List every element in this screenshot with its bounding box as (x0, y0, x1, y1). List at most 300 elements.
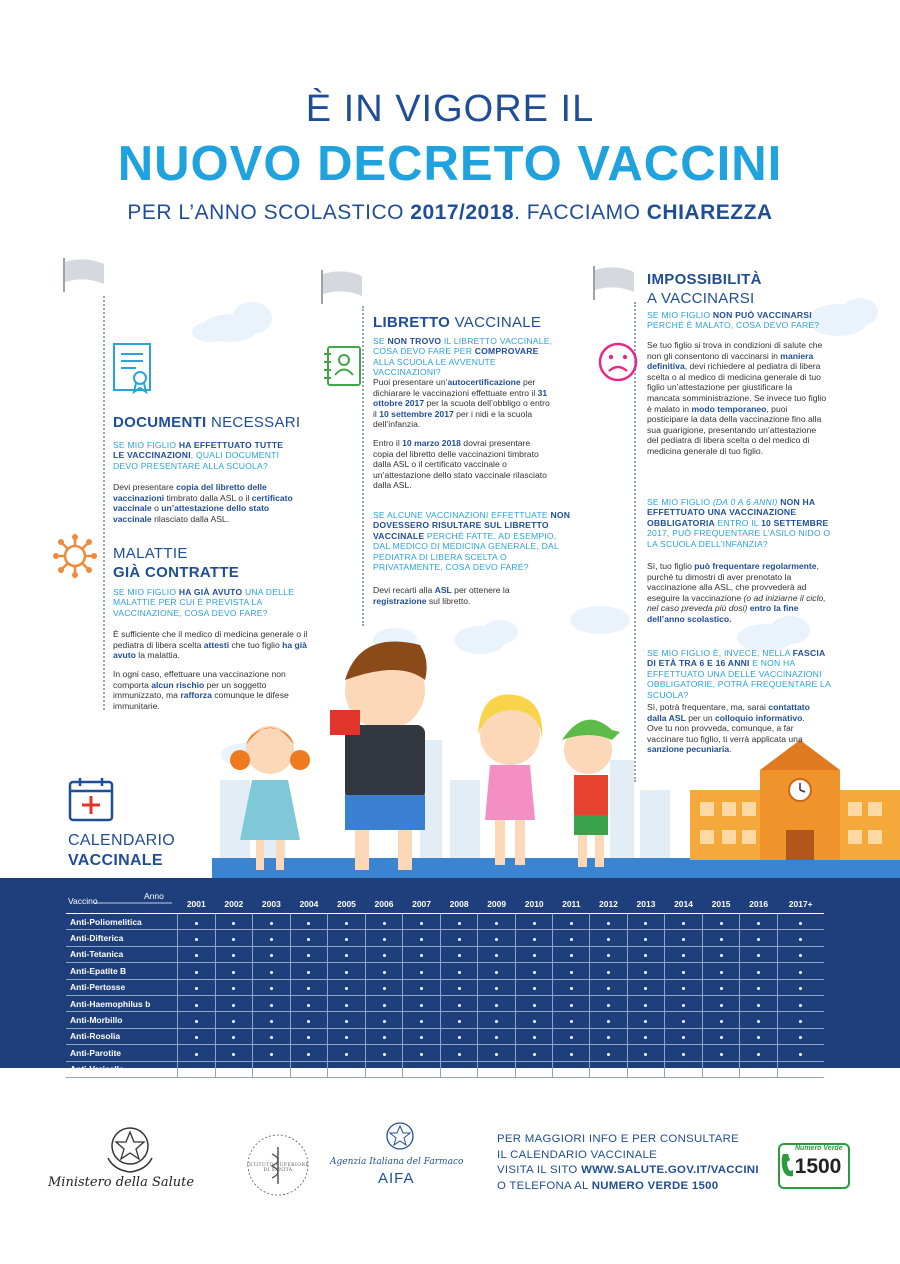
column-rail (103, 296, 105, 710)
mandatory-dot (720, 1053, 723, 1056)
mandatory-dot (757, 987, 760, 990)
calendar-cell (440, 1028, 478, 1044)
calendar-cell (478, 946, 516, 962)
calendar-cell (328, 1045, 366, 1061)
calendar-cell (253, 1012, 291, 1028)
mandatory-dot (383, 1004, 386, 1007)
mandatory-dot (757, 938, 760, 941)
mandatory-dot (383, 938, 386, 941)
mandatory-dot (270, 987, 273, 990)
calendar-cell (178, 1061, 216, 1077)
calendar-cell (215, 1012, 253, 1028)
mandatory-dot (270, 971, 273, 974)
calendar-cell (590, 963, 628, 979)
calendar-cell (328, 914, 366, 930)
mandatory-dot (495, 1004, 498, 1007)
mandatory-dot (607, 1036, 610, 1039)
mandatory-dot (383, 1020, 386, 1023)
calendar-cell (440, 930, 478, 946)
aifa-emblem-icon (384, 1120, 416, 1156)
mandatory-dot (458, 1020, 461, 1023)
calendar-cell (215, 995, 253, 1011)
calendar-cell (328, 930, 366, 946)
calendar-cell (365, 1012, 403, 1028)
calendar-cell (253, 995, 291, 1011)
mandatory-dot (720, 971, 723, 974)
calendar-cell (253, 963, 291, 979)
mandatory-dot (195, 987, 198, 990)
calendar-cell (665, 995, 703, 1011)
calendar-cell (553, 1028, 590, 1044)
mandatory-dot (232, 938, 235, 941)
calendar-cell (515, 1028, 553, 1044)
calendar-cell (553, 1012, 590, 1028)
calendar-cell (553, 963, 590, 979)
flag-icon (590, 266, 638, 300)
calendar-cell (478, 914, 516, 930)
calendar-cell (590, 995, 628, 1011)
mandatory-dot (757, 1004, 760, 1007)
calendar-cell (777, 930, 824, 946)
mandatory-dot (345, 987, 348, 990)
year-header: 2012 (590, 895, 628, 914)
calendar-cell (553, 930, 590, 946)
mandatory-dot (458, 971, 461, 974)
mandatory-dot (195, 938, 198, 941)
year-header: 2008 (440, 895, 478, 914)
mandatory-dot (232, 954, 235, 957)
calendar-table (66, 891, 824, 1078)
calendar-cell (328, 979, 366, 995)
table-row (66, 930, 824, 946)
calendar-cell (290, 979, 328, 995)
libretto-question-2: SE ALCUNE VACCINAZIONI EFFETTUATE NON DOVESSERO RISULTARE SUL LIBRETTO VACCINALE PERCHÉ FATTE, AD ESEMPIO, DAL MEDICO DI MEDICINA GENERALE, DAL PEDIATRA DI LIBERA SCELTA O PRIVATAMENTE, COSA DEVO FARE? (373, 510, 571, 573)
calendar-cell (178, 995, 216, 1011)
mandatory-dot (757, 1020, 760, 1023)
calendar-cell (627, 946, 665, 962)
calendar-cell (777, 963, 824, 979)
calendar-cell (478, 963, 516, 979)
vaccine-name: Anti-Haemophilus b (66, 995, 178, 1011)
calendar-cell (553, 1061, 590, 1077)
mandatory-dot (345, 938, 348, 941)
year-header: 2013 (627, 895, 665, 914)
logo-iss: ISTITUTO SUPERIORE DI SANITÀ (246, 1163, 310, 1173)
calendar-cell (403, 930, 441, 946)
mandatory-dot (195, 1020, 198, 1023)
calendar-cell (440, 1045, 478, 1061)
vaccine-name: Anti-Pertosse (66, 979, 178, 995)
mandatory-dot (458, 938, 461, 941)
calendar-cell (215, 963, 253, 979)
calendar-cell (665, 914, 703, 930)
mandatory-dot (644, 971, 647, 974)
calendar-cell (403, 1045, 441, 1061)
calendar-cell (215, 1028, 253, 1044)
calendar-cell (553, 1045, 590, 1061)
vaccine-name: Anti-Morbillo (66, 1012, 178, 1028)
calendar-cell (365, 1061, 403, 1077)
calendar-cell (290, 946, 328, 962)
calendar-cell (665, 1045, 703, 1061)
mandatory-dot (495, 922, 498, 925)
calendar-cell (590, 946, 628, 962)
vaccine-name: Anti-Rosolia (66, 1028, 178, 1044)
calendar-cell (702, 930, 740, 946)
mandatory-dot (607, 1053, 610, 1056)
calendar-cell (403, 963, 441, 979)
malattie-answer-1: È sufficiente che il medico di medicina generale o il pediatra di libera scelta attesti che tuo figlio ha già avuto la malattia. (113, 629, 308, 661)
mandatory-dot (720, 1036, 723, 1039)
calendar-cell (515, 1045, 553, 1061)
mandatory-dot (720, 922, 723, 925)
col-vaccino-label: Vaccino (68, 896, 98, 906)
calendar-cell (553, 914, 590, 930)
calendar-cell (590, 1045, 628, 1061)
mandatory-dot (495, 987, 498, 990)
calendar-cell (365, 946, 403, 962)
calendar-header-row (66, 895, 824, 914)
mandatory-dot (270, 954, 273, 957)
calendar-cell (253, 930, 291, 946)
calendar-cell (478, 995, 516, 1011)
vaccine-name: Anti-Epatite B (66, 963, 178, 979)
calendar-cell (665, 1061, 703, 1077)
mandatory-dot (799, 954, 802, 957)
calendar-cell (290, 930, 328, 946)
mandatory-dot (307, 938, 310, 941)
mandatory-dot (644, 938, 647, 941)
calendar-cell (478, 979, 516, 995)
mandatory-dot (345, 971, 348, 974)
mandatory-dot (345, 1036, 348, 1039)
mandatory-dot (345, 1004, 348, 1007)
table-row (66, 946, 824, 962)
calendar-icon (68, 776, 116, 822)
mandatory-dot (420, 1036, 423, 1039)
table-row (66, 1012, 824, 1028)
mandatory-dot (345, 922, 348, 925)
mandatory-dot (420, 938, 423, 941)
table-row (66, 1028, 824, 1044)
calendar-cell (253, 914, 291, 930)
mandatory-dot (533, 1004, 536, 1007)
calendar-cell (515, 979, 553, 995)
calendar-cell (440, 995, 478, 1011)
mandatory-dot (383, 922, 386, 925)
calendar-cell (515, 995, 553, 1011)
calendar-cell (590, 1012, 628, 1028)
calendar-cell (328, 963, 366, 979)
calendar-cell (290, 1061, 328, 1077)
mandatory-dot (682, 1020, 685, 1023)
calendar-cell (365, 1045, 403, 1061)
calendar-cell (515, 1061, 553, 1077)
calendar-cell (777, 979, 824, 995)
calendar-cell (515, 1012, 553, 1028)
calendar-cell (365, 914, 403, 930)
mandatory-dot (757, 1036, 760, 1039)
calendar-cell (178, 1012, 216, 1028)
calendar-cell (253, 979, 291, 995)
mandatory-dot (757, 954, 760, 957)
mandatory-dot (570, 1036, 573, 1039)
calendar-cell (440, 979, 478, 995)
calendar-cell (702, 995, 740, 1011)
mandatory-dot (195, 922, 198, 925)
mandatory-dot (533, 1036, 536, 1039)
mandatory-dot (307, 954, 310, 957)
mandatory-dot (570, 1004, 573, 1007)
calendar-cell (515, 963, 553, 979)
mandatory-dot (495, 1020, 498, 1023)
mandatory-dot (720, 1020, 723, 1023)
mandatory-dot (682, 971, 685, 974)
mandatory-dot (607, 1004, 610, 1007)
mandatory-dot (195, 1036, 198, 1039)
year-header: 2010 (515, 895, 553, 914)
mandatory-dot (682, 938, 685, 941)
calendar-cell (403, 946, 441, 962)
mandatory-dot (570, 922, 573, 925)
table-row (66, 963, 824, 979)
booklet-icon (322, 344, 366, 388)
calendar-cell (478, 930, 516, 946)
mandatory-dot (682, 954, 685, 957)
mandatory-dot (682, 922, 685, 925)
calendar-cell (515, 930, 553, 946)
calendar-cell (328, 1028, 366, 1044)
mandatory-dot (383, 1053, 386, 1056)
calendar-cell (478, 1061, 516, 1077)
calendar-cell (740, 1028, 778, 1044)
mandatory-dot (607, 1020, 610, 1023)
calendar-cell (553, 946, 590, 962)
calendar-cell (515, 946, 553, 962)
mandatory-dot (195, 1053, 198, 1056)
calendar-cell (365, 979, 403, 995)
mandatory-dot (720, 1004, 723, 1007)
calendar-cell (440, 963, 478, 979)
impossibilita-question-3: SE MIO FIGLIO È, INVECE, NELLA FASCIA DI ETÀ TRA 6 E 16 ANNI E NON HA EFFETTUATO UNA DELLE VACCINAZIONI OBBLIGATORIE, POTRÀ FREQUENTARE LA SCUOLA? (647, 648, 831, 700)
mandatory-dot (383, 1036, 386, 1039)
calendar-cell (178, 963, 216, 979)
calendar-cell (290, 995, 328, 1011)
year-header: 2004 (290, 895, 328, 914)
mandatory-dot (644, 922, 647, 925)
mandatory-dot (720, 987, 723, 990)
mandatory-dot (570, 1020, 573, 1023)
calendar-cell (777, 1028, 824, 1044)
calendar-cell (590, 914, 628, 930)
republic-emblem-icon (100, 1122, 160, 1174)
year-header: 2014 (665, 895, 703, 914)
calendar-cell (777, 1061, 824, 1077)
mandatory-dot (757, 1053, 760, 1056)
mandatory-dot (570, 1053, 573, 1056)
year-header: 2015 (702, 895, 740, 914)
calendar-cell (702, 1045, 740, 1061)
mandatory-dot (307, 1020, 310, 1023)
mandatory-dot (720, 954, 723, 957)
mandatory-dot (307, 922, 310, 925)
calendar-cell (290, 1045, 328, 1061)
mandatory-dot (195, 1004, 198, 1007)
calendar-cell (777, 995, 824, 1011)
mandatory-dot (570, 971, 573, 974)
calendar-cell (702, 1028, 740, 1044)
mandatory-dot (307, 971, 310, 974)
mandatory-dot (270, 1004, 273, 1007)
mandatory-dot (420, 1004, 423, 1007)
libretto-answer-1: Puoi presentare un’autocertificazione per dichiarare le vaccinazioni effettuate entro il 31 ottobre 2017 per la scuola dell’obbligo o entro il 10 settembre 2017 per i nidi e la scuola dell’infanzia. (373, 377, 550, 430)
calendar-cell (702, 963, 740, 979)
vaccine-name: Anti-Tetanica (66, 946, 178, 962)
mandatory-dot (644, 1053, 647, 1056)
documenti-question: SE MIO FIGLIO HA EFFETTUATO TUTTE LE VACCINAZIONI, QUALI DOCUMENTI DEVO PRESENTARE ALLA SCUOLA? (113, 440, 284, 471)
calendar-cell (702, 946, 740, 962)
calendar-cell (328, 1012, 366, 1028)
calendar-cell (627, 1028, 665, 1044)
calendar-cell (440, 1061, 478, 1077)
table-row (66, 979, 824, 995)
mandatory-dot (720, 938, 723, 941)
calendar-cell (740, 930, 778, 946)
calendar-cell (403, 914, 441, 930)
year-header: 2001 (178, 895, 216, 914)
mandatory-dot (307, 1036, 310, 1039)
mandatory-dot (420, 971, 423, 974)
calendar-cell (365, 963, 403, 979)
year-header: 2005 (328, 895, 366, 914)
mandatory-dot (682, 1053, 685, 1056)
calendar-cell (215, 914, 253, 930)
mandatory-dot (533, 1053, 536, 1056)
mandatory-dot (607, 987, 610, 990)
mandatory-dot (383, 987, 386, 990)
header-subtitle: PER L’ANNO SCOLASTICO 2017/2018. FACCIAMO CHIAREZZA (127, 201, 773, 224)
mandatory-dot (232, 1053, 235, 1056)
mandatory-dot (307, 1004, 310, 1007)
mandatory-dot (644, 987, 647, 990)
mandatory-dot (799, 938, 802, 941)
flag-icon (318, 270, 366, 304)
mandatory-dot (195, 971, 198, 974)
mandatory-dot (799, 922, 802, 925)
vaccine-name: Anti-Varicella (66, 1061, 178, 1077)
calendar-cell (590, 1028, 628, 1044)
mandatory-dot (345, 954, 348, 957)
calendar-cell (178, 1028, 216, 1044)
mandatory-dot (682, 987, 685, 990)
mandatory-dot (757, 922, 760, 925)
calendar-cell (440, 946, 478, 962)
mandatory-dot (458, 987, 461, 990)
calendar-cell (665, 930, 703, 946)
year-header: 2009 (478, 895, 516, 914)
calendar-cell (478, 1028, 516, 1044)
mandatory-dot (495, 971, 498, 974)
malattie-title: MALATTIE GIÀ CONTRATTE (113, 545, 240, 581)
calendar-cell (777, 914, 824, 930)
calendar-cell (553, 995, 590, 1011)
calendar-cell (627, 979, 665, 995)
mandatory-dot (270, 938, 273, 941)
calendar-cell (590, 1061, 628, 1077)
mandatory-dot (383, 954, 386, 957)
table-row (66, 1045, 824, 1061)
mandatory-dot (232, 1004, 235, 1007)
mandatory-dot (607, 938, 610, 941)
mandatory-dot (458, 1053, 461, 1056)
calendar-cell (403, 1012, 441, 1028)
sad-face-icon (596, 340, 640, 384)
documenti-answer: Devi presentare copia del libretto delle vaccinazioni timbrato dalla ASL o il certificato vaccinale o un’attestazione dello stato vaccinale rilasciato dalla ASL. (113, 482, 293, 524)
impossibilita-question-2: SE MIO FIGLIO (DA 0 A 6 ANNI) NON HA EFFETTUATO UNA VACCINAZIONE OBBLIGATORIA ENTRO IL 10 SETTEMBRE 2017, PUÒ FREQUENTARE L’ASILO NIDO O LA SCUOLA DELL’INFANZIA? (647, 497, 831, 549)
year-header: 2007 (403, 895, 441, 914)
mandatory-dot (232, 971, 235, 974)
mandatory-dot (533, 987, 536, 990)
calendar-cell (627, 914, 665, 930)
calendar-cell (702, 979, 740, 995)
col-anno-label: Anno (144, 891, 164, 901)
calendar-cell (777, 1012, 824, 1028)
mandatory-dot (799, 1069, 802, 1072)
calendar-cell (328, 1061, 366, 1077)
calendar-cell (403, 979, 441, 995)
impossibilita-title: IMPOSSIBILITÀ A VACCINARSI (647, 271, 762, 307)
header-line-1: È IN VIGORE IL (305, 88, 595, 130)
impossibilita-answer-1: Se tuo figlio si trova in condizioni di salute che non gli consentono di vaccinarsi in maniera definitiva, devi richiedere al pediatra di libera scelta o al medico di medicina generale di tuo figlio un’attestazione per giustificare la mancata somministrazione. Se invece tuo figlio è malato in modo temporaneo, puoi posticipare la data della vaccinazione fino alla sua guarigione, presentando un’attestazione del pediatra di libera scelta o del medico di medicina generale di tuo figlio. (647, 340, 827, 456)
mandatory-dot (799, 1053, 802, 1056)
calendar-cell (627, 963, 665, 979)
mandatory-dot (533, 938, 536, 941)
logo-aifa-name: Agenzia Italiana del Farmaco (330, 1157, 464, 1167)
mandatory-dot (799, 1036, 802, 1039)
calendar-cell (478, 1045, 516, 1061)
calendar-cell (440, 1012, 478, 1028)
calendar-cell (215, 979, 253, 995)
mandatory-dot (799, 971, 802, 974)
mandatory-dot (682, 1004, 685, 1007)
calendar-corner-cell (66, 891, 178, 914)
calendar-cell (178, 930, 216, 946)
mandatory-dot (533, 922, 536, 925)
calendar-cell (290, 914, 328, 930)
calendar-cell (665, 946, 703, 962)
mandatory-dot (495, 1053, 498, 1056)
libretto-answer-3: Devi recarti alla ASL per ottenere la registrazione sul libretto. (373, 585, 510, 606)
mandatory-dot (420, 922, 423, 925)
mandatory-dot (420, 954, 423, 957)
calendar-cell (665, 1028, 703, 1044)
libretto-answer-2: Entro il 10 marzo 2018 dovrai presentare copia del libretto delle vaccinazioni timbrato dalla ASL o il certificato vaccinale o un’attestazione dello stato vaccinale rilasciato dalla ASL. (373, 438, 547, 491)
mandatory-dot (345, 1053, 348, 1056)
calendar-cell (178, 914, 216, 930)
calendar-cell (215, 1045, 253, 1061)
mandatory-dot (682, 1036, 685, 1039)
mandatory-dot (757, 971, 760, 974)
table-row (66, 914, 824, 930)
mandatory-dot (232, 1036, 235, 1039)
mandatory-dot (345, 1020, 348, 1023)
calendar-cell (365, 995, 403, 1011)
calendar-cell (740, 963, 778, 979)
mandatory-dot (232, 922, 235, 925)
calendar-cell (328, 946, 366, 962)
calendar-cell (740, 995, 778, 1011)
calendar-cell (365, 1028, 403, 1044)
